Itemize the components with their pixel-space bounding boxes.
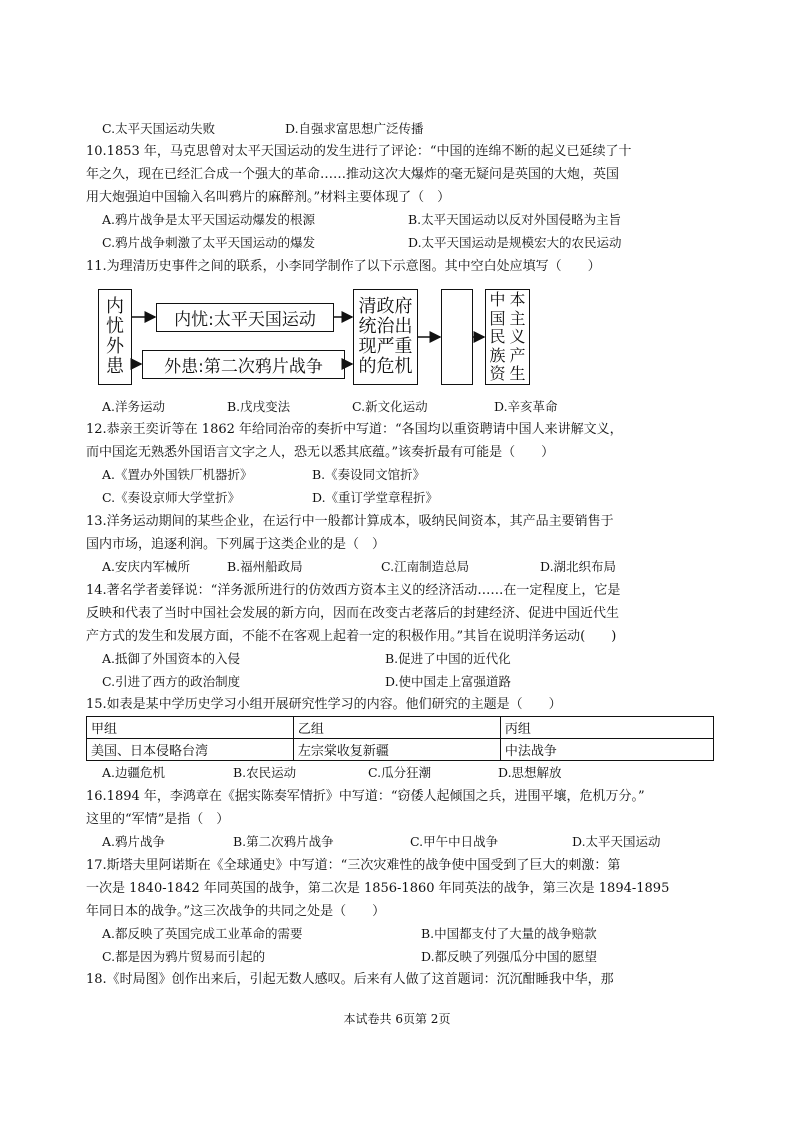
q16-option-c: C.甲午中日战争 bbox=[410, 834, 499, 849]
q11-option-d: D.辛亥革命 bbox=[494, 399, 558, 414]
q16-option-a: A.鸦片战争 bbox=[102, 834, 166, 849]
diagram-arrows bbox=[0, 0, 794, 420]
q15-stem: 15.如表是某中学历史学习小组开展研究性学习的内容。他们研究的主题是（ ） bbox=[86, 697, 562, 712]
diagram-left-char: 忧 bbox=[106, 316, 124, 337]
diagram-result-char: 生 bbox=[509, 364, 526, 383]
q15-option-d: D.思想解放 bbox=[498, 765, 562, 780]
table-cell: 美国、日本侵略台湾 bbox=[87, 739, 294, 761]
q18-stem-line-1: 18.《时局图》创作出来后，引起无数人感叹。后来有人做了这首题词：沉沉酣睡我中华，那 bbox=[86, 972, 614, 987]
q13-option-a: A.安庆内军械所 bbox=[102, 559, 191, 574]
q15-option-b: B.农民运动 bbox=[233, 765, 297, 780]
q14-option-c: C.引进了西方的政治制度 bbox=[102, 674, 241, 689]
q14-stem-line-3: 产方式的发生和发展方面，不能不在客观上起着一定的积极作用。”其旨在说明洋务运动( ) bbox=[86, 629, 617, 644]
table-header-cell: 乙组 bbox=[293, 717, 500, 739]
q11-stem: 11.为理清历史事件之间的联系，小李同学制作了以下示意图。其中空白处应填写（ ） bbox=[86, 259, 601, 274]
q15-option-c: C.瓜分狂潮 bbox=[368, 765, 432, 780]
diagram-result-char: 主 bbox=[509, 308, 526, 328]
diagram-left-char: 内 bbox=[106, 296, 124, 317]
q9-option-c: C.太平天国运动失败 bbox=[102, 121, 216, 136]
q11-option-a: A.洋务运动 bbox=[102, 399, 166, 414]
diagram-result-char: 义 bbox=[509, 327, 526, 346]
q17-option-d: D.都反映了列强瓜分中国的愿望 bbox=[421, 949, 598, 964]
q10-option-b: B.太平天国运动以反对外国侵略为主旨 bbox=[408, 212, 622, 227]
q10-stem-line-1: 10.1853 年，马克思曾对太平天国运动的发生进行了评论：“中国的连绵不断的起义已延续了十 bbox=[86, 144, 632, 159]
q16-option-d: D.太平天国运动 bbox=[572, 834, 661, 849]
diagram-result-char: 国 bbox=[489, 308, 506, 328]
q10-stem-line-2: 年之久，现在已经汇合成一个强大的革命……推动这次大爆炸的毫无疑问是英国的大炮，英国 bbox=[86, 167, 620, 182]
q12-option-a: A.《置办外国铁厂机器折》 bbox=[102, 467, 253, 482]
q13-stem-line-2: 国内市场，追逐利润。下列属于这类企业的是（ ） bbox=[86, 537, 386, 552]
q17-option-c: C.都是因为鸦片贸易而引起的 bbox=[102, 949, 266, 964]
table-header-cell: 丙组 bbox=[500, 717, 713, 739]
q12-option-b: B.《奏设同文馆折》 bbox=[312, 467, 426, 482]
q12-option-d: D.《重订学堂章程折》 bbox=[312, 490, 439, 505]
q13-stem-line-1: 13.洋务运动期间的某些企业，在运行中一般都计算成本，吸纳民间资本，其产品主要销售于 bbox=[86, 514, 614, 529]
q14-option-b: B.促进了中国的近代化 bbox=[385, 651, 511, 666]
q13-option-c: C.江南制造总局 bbox=[381, 559, 470, 574]
diagram-left-char: 患 bbox=[106, 356, 124, 377]
q12-stem-line-2: 而中国迄无熟悉外国语言文字之人，恐无以悉其底蕴。”该奏折最有可能是（ ） bbox=[86, 445, 555, 460]
table-header-cell: 甲组 bbox=[87, 717, 294, 739]
diagram-box-upper: 内忧:太平天国运动 bbox=[156, 303, 334, 332]
diagram-crisis-line: 统治出 bbox=[358, 316, 413, 337]
q13-option-d: D.湖北织布局 bbox=[540, 559, 617, 574]
q16-stem-line-2: 这里的“军情”是指（ ） bbox=[86, 812, 230, 827]
diagram-result-char: 族 bbox=[489, 345, 506, 365]
page-footer: 本试卷共 6页第 2页 bbox=[343, 1012, 451, 1026]
table-row bbox=[87, 717, 714, 739]
diagram-result-char: 产 bbox=[509, 345, 526, 365]
q12-stem-line-1: 12.恭亲王奕䜣等在 1862 年给同治帝的奏折中写道：“各国均以重资聘请中国人来讲解文义， bbox=[86, 422, 623, 437]
q17-option-b: B.中国都支付了大量的战争赔款 bbox=[421, 926, 597, 941]
q16-stem-line-1: 16.1894 年，李鸿章在《据实陈奏军情折》中写道：“窃倭人起倾国之兵，进围平壤，危机万分。” bbox=[86, 789, 645, 804]
table-cell: 中法战争 bbox=[500, 739, 713, 761]
q10-option-d: D.太平天国运动是规模宏大的农民运动 bbox=[408, 235, 622, 250]
q17-stem-line-3: 年同日本的战争。”这三次战争的共同之处是（ ） bbox=[86, 904, 386, 919]
q13-option-b: B.福州船政局 bbox=[227, 559, 303, 574]
diagram-crisis-line: 现严重 bbox=[358, 336, 413, 357]
diagram-result-char: 民 bbox=[489, 327, 506, 346]
q12-option-c: C.《奏设京师大学堂折》 bbox=[102, 490, 241, 505]
q16-option-b: B.第二次鸦片战争 bbox=[233, 834, 334, 849]
q15-table bbox=[86, 716, 714, 761]
q11-option-b: B.戊戌变法 bbox=[227, 399, 291, 414]
table-row bbox=[87, 739, 714, 761]
diagram-crisis-line: 清政府 bbox=[358, 296, 413, 317]
q14-option-a: A.抵御了外国资本的入侵 bbox=[102, 651, 241, 666]
diagram-result-char: 中 bbox=[489, 290, 506, 309]
table-cell: 左宗棠收复新疆 bbox=[293, 739, 500, 761]
q9-option-d: D.自强求富思想广泛传播 bbox=[285, 121, 424, 136]
q14-stem-line-1: 14.著名学者姜铎说：“洋务派所进行的仿效西方资本主义的经济活动……在一定程度上，它是 bbox=[86, 583, 621, 598]
q10-option-c: C.鸦片战争刺激了太平天国运动的爆发 bbox=[102, 235, 316, 250]
q14-stem-line-2: 反映和代表了当时中国社会发展的新方向，因而在改变古老落后的封建经济、促进中国近代生 bbox=[86, 606, 620, 621]
q17-option-a: A.都反映了英国完成工业革命的需要 bbox=[102, 926, 303, 941]
q15-option-a: A.边疆危机 bbox=[102, 765, 166, 780]
diagram-crisis-line: 的危机 bbox=[358, 356, 413, 377]
diagram-result-char: 资 bbox=[489, 364, 506, 383]
q17-stem-line-1: 17.斯塔夫里阿诺斯在《全球通史》中写道：“三次灾难性的战争使中国受到了巨大的刺激：第 bbox=[86, 858, 621, 873]
diagram-result-char: 本 bbox=[509, 290, 526, 309]
q17-stem-line-2: 一次是 1840-1842 年同英国的战争，第二次是 1856-1860 年同英法的战争，第三次是 1894-1895 bbox=[86, 881, 670, 896]
q10-option-a: A.鸦片战争是太平天国运动爆发的根源 bbox=[102, 212, 316, 227]
diagram-box-lower: 外患:第二次鸦片战争 bbox=[142, 350, 345, 379]
q14-option-d: D.使中国走上富强道路 bbox=[385, 674, 512, 689]
diagram-left-char: 外 bbox=[106, 336, 124, 357]
q10-stem-line-3: 用大炮强迫中国输入名叫鸦片的麻醉剂。”材料主要体现了（ ） bbox=[86, 190, 451, 205]
q11-option-c: C.新文化运动 bbox=[352, 399, 428, 414]
